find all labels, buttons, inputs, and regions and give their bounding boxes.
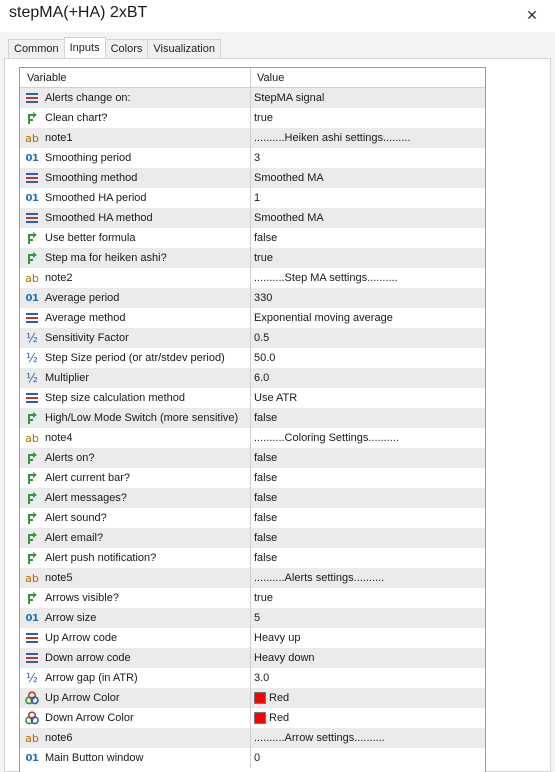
value-cell[interactable] bbox=[251, 648, 485, 668]
variable-cell bbox=[20, 348, 251, 368]
variable-column-header[interactable]: Variable bbox=[20, 68, 251, 87]
window-title: stepMA(+HA) 2xBT bbox=[9, 4, 148, 21]
table-row[interactable] bbox=[20, 328, 485, 348]
grid-header bbox=[20, 68, 485, 88]
variable-cell bbox=[20, 528, 251, 548]
table-row[interactable] bbox=[20, 308, 485, 328]
variable-name: Average method bbox=[45, 312, 126, 324]
string-icon: ab bbox=[25, 131, 39, 145]
table-row[interactable] bbox=[20, 288, 485, 308]
table-row[interactable] bbox=[20, 228, 485, 248]
variable-value: true bbox=[254, 112, 273, 124]
close-icon: ✕ bbox=[526, 6, 538, 23]
variable-name: note4 bbox=[45, 432, 73, 444]
variable-name: Arrow gap (in ATR) bbox=[45, 672, 138, 684]
table-row[interactable] bbox=[20, 468, 485, 488]
variable-cell bbox=[20, 628, 251, 648]
variable-value: Use ATR bbox=[254, 392, 298, 404]
table-row[interactable] bbox=[20, 668, 485, 688]
table-row[interactable] bbox=[20, 108, 485, 128]
tab-inputs[interactable]: Inputs bbox=[64, 37, 106, 60]
value-cell[interactable] bbox=[251, 208, 485, 228]
tab-common[interactable]: Common bbox=[8, 39, 64, 60]
variable-name: Alert email? bbox=[45, 532, 104, 544]
value-cell[interactable] bbox=[251, 148, 485, 168]
variable-value: false bbox=[254, 532, 278, 544]
table-row[interactable] bbox=[20, 348, 485, 368]
int-icon: 01 bbox=[25, 612, 39, 624]
double-icon: ½ bbox=[26, 671, 38, 685]
variable-value: StepMA signal bbox=[254, 92, 325, 104]
table-row[interactable] bbox=[20, 128, 485, 148]
table-row[interactable] bbox=[20, 428, 485, 448]
variable-cell bbox=[20, 328, 251, 348]
value-cell[interactable] bbox=[251, 708, 485, 728]
int-icon: 01 bbox=[25, 152, 39, 164]
table-row[interactable] bbox=[20, 448, 485, 468]
variable-cell bbox=[20, 188, 251, 208]
variable-cell bbox=[20, 468, 251, 488]
variable-cell bbox=[20, 548, 251, 568]
table-row[interactable] bbox=[20, 708, 485, 728]
variable-cell bbox=[20, 688, 251, 708]
title-bar bbox=[0, 0, 555, 32]
variable-cell bbox=[20, 308, 251, 328]
variable-cell bbox=[20, 248, 251, 268]
table-row[interactable] bbox=[20, 748, 485, 768]
variable-value: true bbox=[254, 252, 273, 264]
variable-name: Down arrow code bbox=[45, 652, 131, 664]
variable-cell bbox=[20, 668, 251, 688]
tab-colors[interactable]: Colors bbox=[106, 39, 148, 60]
variable-value: Smoothed MA bbox=[254, 212, 324, 224]
variable-cell bbox=[20, 448, 251, 468]
variable-name: Alert push notification? bbox=[45, 552, 157, 564]
variable-value: Smoothed MA bbox=[254, 172, 324, 184]
value-cell[interactable] bbox=[251, 728, 485, 748]
variable-cell bbox=[20, 148, 251, 168]
variable-name: Down Arrow Color bbox=[45, 712, 134, 724]
string-icon: ab bbox=[25, 271, 39, 285]
enum-icon bbox=[24, 91, 40, 105]
variable-cell bbox=[20, 428, 251, 448]
table-row[interactable] bbox=[20, 648, 485, 668]
value-cell[interactable] bbox=[251, 348, 485, 368]
color-swatch[interactable] bbox=[254, 692, 266, 704]
variable-cell bbox=[20, 648, 251, 668]
value-cell[interactable] bbox=[251, 688, 485, 708]
table-row[interactable] bbox=[20, 608, 485, 628]
variable-cell bbox=[20, 268, 251, 288]
variable-value: Heavy down bbox=[254, 652, 315, 664]
variable-value: 3 bbox=[254, 152, 261, 164]
variable-cell bbox=[20, 728, 251, 748]
variable-name: note5 bbox=[45, 572, 73, 584]
variable-value: true bbox=[254, 592, 273, 604]
table-row[interactable] bbox=[20, 408, 485, 428]
bool-icon bbox=[24, 411, 40, 425]
value-cell[interactable] bbox=[251, 428, 485, 448]
variable-value: 3.0 bbox=[254, 672, 270, 684]
table-row[interactable] bbox=[20, 508, 485, 528]
value-cell[interactable] bbox=[251, 108, 485, 128]
variable-cell bbox=[20, 228, 251, 248]
variable-name: High/Low Mode Switch (more sensitive) bbox=[45, 412, 239, 424]
string-icon: ab bbox=[25, 571, 39, 585]
tab-bar bbox=[8, 37, 221, 59]
variable-name: Step ma for heiken ashi? bbox=[45, 252, 167, 264]
int-icon: 01 bbox=[25, 192, 39, 204]
variable-name: Smoothing period bbox=[45, 152, 132, 164]
enum-icon bbox=[24, 651, 40, 665]
variable-cell bbox=[20, 568, 251, 588]
variable-value: ..........Heiken ashi settings......... bbox=[254, 132, 411, 144]
variable-cell bbox=[20, 208, 251, 228]
variable-cell bbox=[20, 488, 251, 508]
value-cell[interactable] bbox=[251, 508, 485, 528]
variable-name: Smoothing method bbox=[45, 172, 138, 184]
variable-cell bbox=[20, 108, 251, 128]
tab-visualization[interactable]: Visualization bbox=[147, 39, 221, 60]
variable-cell bbox=[20, 408, 251, 428]
enum-icon bbox=[24, 391, 40, 405]
bool-icon bbox=[24, 471, 40, 485]
value-cell[interactable] bbox=[251, 588, 485, 608]
table-row[interactable] bbox=[20, 268, 485, 288]
value-cell[interactable] bbox=[251, 528, 485, 548]
variable-value: ..........Coloring Settings.......... bbox=[254, 432, 399, 444]
value-cell[interactable] bbox=[251, 468, 485, 488]
value-cell[interactable] bbox=[251, 168, 485, 188]
table-row[interactable] bbox=[20, 728, 485, 748]
variable-cell bbox=[20, 508, 251, 528]
variable-value: Red bbox=[269, 692, 290, 704]
variable-name: Up Arrow code bbox=[45, 632, 118, 644]
variable-value: Heavy up bbox=[254, 632, 301, 644]
variable-value: Red bbox=[269, 712, 290, 724]
table-row[interactable] bbox=[20, 168, 485, 188]
int-icon: 01 bbox=[25, 752, 39, 764]
value-cell[interactable] bbox=[251, 88, 485, 108]
variable-name: Smoothed HA method bbox=[45, 212, 153, 224]
variable-name: Alert current bar? bbox=[45, 472, 130, 484]
variable-name: Alert messages? bbox=[45, 492, 127, 504]
table-row[interactable] bbox=[20, 568, 485, 588]
double-icon: ½ bbox=[26, 371, 38, 385]
table-row[interactable] bbox=[20, 208, 485, 228]
variable-name: Arrow size bbox=[45, 612, 97, 624]
bool-icon bbox=[24, 451, 40, 465]
variable-value: ..........Arrow settings.......... bbox=[254, 732, 385, 744]
variable-value: 0 bbox=[254, 752, 261, 764]
table-row[interactable] bbox=[20, 388, 485, 408]
variable-cell bbox=[20, 368, 251, 388]
variable-cell bbox=[20, 388, 251, 408]
variable-name: note2 bbox=[45, 272, 73, 284]
variable-name: Alerts on? bbox=[45, 452, 95, 464]
table-row[interactable] bbox=[20, 588, 485, 608]
variable-value: 1 bbox=[254, 192, 261, 204]
variable-cell bbox=[20, 748, 251, 768]
int-icon: 01 bbox=[25, 292, 39, 304]
table-row[interactable] bbox=[20, 88, 485, 108]
bool-icon bbox=[24, 591, 40, 605]
variable-value: 330 bbox=[254, 292, 273, 304]
variable-value: 5 bbox=[254, 612, 261, 624]
table-row[interactable] bbox=[20, 528, 485, 548]
bool-icon bbox=[24, 531, 40, 545]
variable-value: 50.0 bbox=[254, 352, 276, 364]
string-icon: ab bbox=[25, 731, 39, 745]
variable-value: 6.0 bbox=[254, 372, 270, 384]
bool-icon bbox=[24, 231, 40, 245]
variable-name: Alert sound? bbox=[45, 512, 107, 524]
enum-icon bbox=[24, 311, 40, 325]
variable-name: Up Arrow Color bbox=[45, 692, 120, 704]
variable-value: ..........Alerts settings.......... bbox=[254, 572, 385, 584]
variable-name: Average period bbox=[45, 292, 120, 304]
variable-value: 0.5 bbox=[254, 332, 270, 344]
variable-value: false bbox=[254, 232, 278, 244]
inputs-panel bbox=[4, 58, 551, 772]
value-cell[interactable] bbox=[251, 328, 485, 348]
variable-value: false bbox=[254, 472, 278, 484]
variable-name: Arrows visible? bbox=[45, 592, 119, 604]
variable-value: false bbox=[254, 552, 278, 564]
enum-icon bbox=[24, 211, 40, 225]
table-row[interactable] bbox=[20, 368, 485, 388]
variable-cell bbox=[20, 288, 251, 308]
variable-cell bbox=[20, 588, 251, 608]
bool-icon bbox=[24, 551, 40, 565]
enum-icon bbox=[24, 171, 40, 185]
variable-cell bbox=[20, 608, 251, 628]
color-icon bbox=[24, 691, 40, 705]
value-cell[interactable] bbox=[251, 308, 485, 328]
variable-name: Step Size period (or atr/stdev period) bbox=[45, 352, 225, 364]
table-row[interactable] bbox=[20, 548, 485, 568]
variable-value: false bbox=[254, 492, 278, 504]
value-cell[interactable] bbox=[251, 188, 485, 208]
color-icon bbox=[24, 711, 40, 725]
variable-name: Smoothed HA period bbox=[45, 192, 147, 204]
inputs-grid bbox=[19, 67, 486, 772]
table-row[interactable] bbox=[20, 248, 485, 268]
value-cell[interactable] bbox=[251, 368, 485, 388]
variable-cell bbox=[20, 128, 251, 148]
value-column-header[interactable]: Value bbox=[257, 72, 285, 84]
bool-icon bbox=[24, 111, 40, 125]
variable-value: false bbox=[254, 452, 278, 464]
value-cell[interactable] bbox=[251, 448, 485, 468]
value-cell[interactable] bbox=[251, 128, 485, 148]
double-icon: ½ bbox=[26, 351, 38, 365]
bool-icon bbox=[24, 511, 40, 525]
variable-value: Exponential moving average bbox=[254, 312, 393, 324]
value-cell[interactable] bbox=[251, 608, 485, 628]
variable-name: Use better formula bbox=[45, 232, 136, 244]
value-cell[interactable] bbox=[251, 548, 485, 568]
variable-cell bbox=[20, 88, 251, 108]
grid-rows bbox=[20, 88, 485, 768]
value-cell[interactable] bbox=[251, 408, 485, 428]
table-row[interactable] bbox=[20, 628, 485, 648]
double-icon: ½ bbox=[26, 331, 38, 345]
table-row[interactable] bbox=[20, 148, 485, 168]
table-row[interactable] bbox=[20, 188, 485, 208]
table-row[interactable] bbox=[20, 688, 485, 708]
bool-icon bbox=[24, 251, 40, 265]
variable-name: Sensitivity Factor bbox=[45, 332, 129, 344]
value-cell[interactable] bbox=[251, 568, 485, 588]
variable-name: Alerts change on: bbox=[45, 92, 131, 104]
variable-name: Clean chart? bbox=[45, 112, 108, 124]
variable-name: note6 bbox=[45, 732, 73, 744]
variable-value: ..........Step MA settings.......... bbox=[254, 272, 398, 284]
value-cell[interactable] bbox=[251, 288, 485, 308]
table-row[interactable] bbox=[20, 488, 485, 508]
value-cell[interactable] bbox=[251, 268, 485, 288]
value-cell[interactable] bbox=[251, 228, 485, 248]
bool-icon bbox=[24, 491, 40, 505]
value-cell[interactable] bbox=[251, 668, 485, 688]
color-swatch[interactable] bbox=[254, 712, 266, 724]
close-button[interactable] bbox=[509, 0, 555, 30]
variable-name: Multiplier bbox=[45, 372, 90, 384]
variable-name: Main Button window bbox=[45, 752, 144, 764]
enum-icon bbox=[24, 631, 40, 645]
value-cell[interactable] bbox=[251, 628, 485, 648]
variable-value: false bbox=[254, 412, 278, 424]
value-cell[interactable] bbox=[251, 748, 485, 768]
string-icon: ab bbox=[25, 431, 39, 445]
variable-value: false bbox=[254, 512, 278, 524]
variable-name: note1 bbox=[45, 132, 73, 144]
value-cell[interactable] bbox=[251, 488, 485, 508]
variable-name: Step size calculation method bbox=[45, 392, 186, 404]
variable-cell bbox=[20, 168, 251, 188]
variable-cell bbox=[20, 708, 251, 728]
value-cell[interactable] bbox=[251, 248, 485, 268]
value-cell[interactable] bbox=[251, 388, 485, 408]
